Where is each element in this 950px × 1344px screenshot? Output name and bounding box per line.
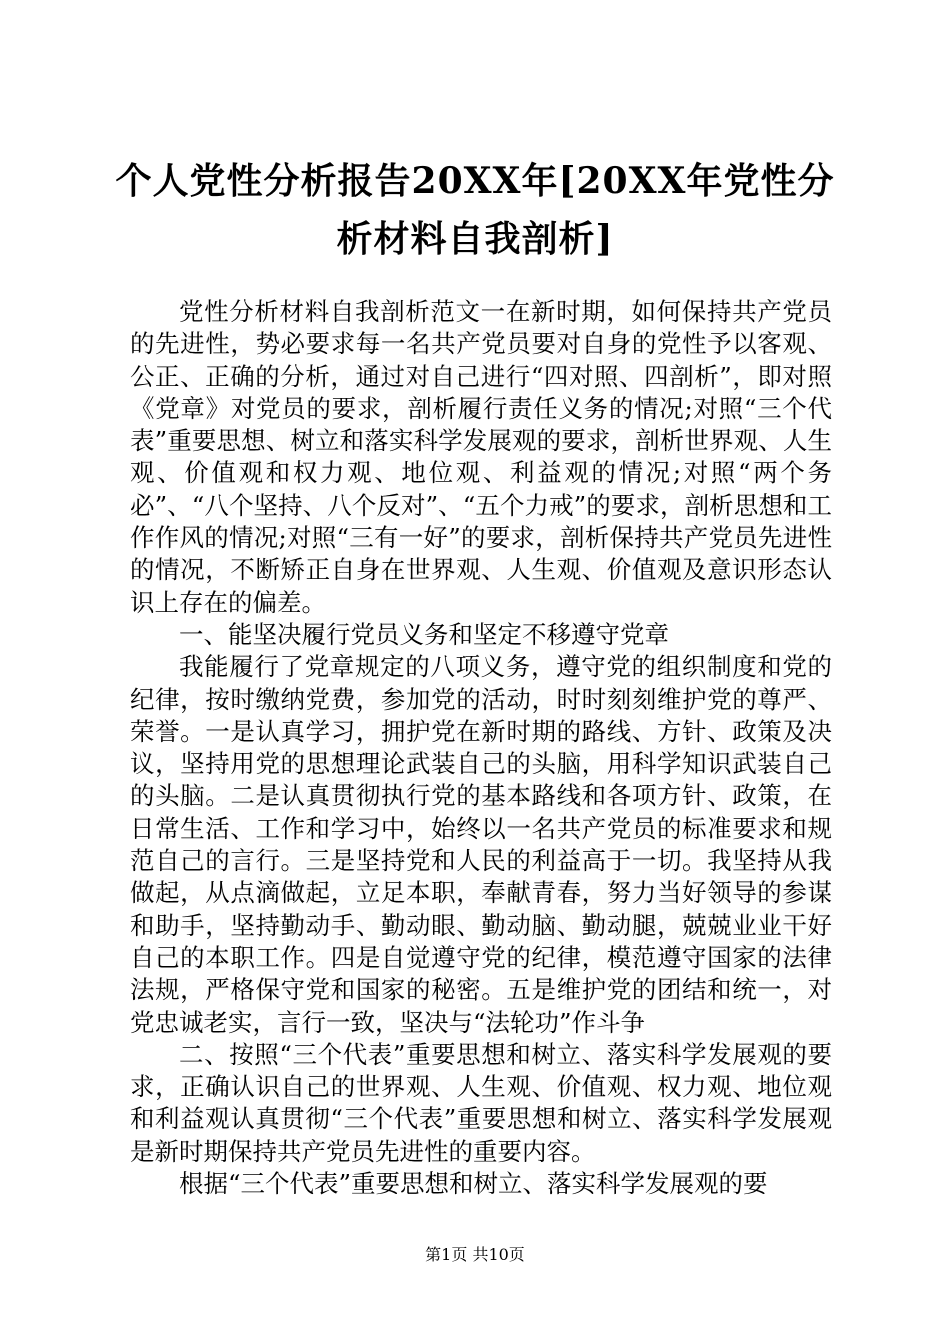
paragraph-section-2: 根据“三个代表”重要思想和树立、落实科学发展观的要: [179, 1169, 768, 1199]
document-body: [130, 296, 832, 1200]
document-title: 个人党性分析报告20XX年[20XX年党性分析材料自我剖析]: [115, 160, 835, 260]
section-heading-1: 一、能坚决履行党员义务和坚定不移遵守党章: [179, 619, 669, 649]
paragraph-section-1: 我能履行了党章规定的八项义务，遵守党的组织制度和党的纪律，按时缴纳党费，参加党的活动，时时刻刻维护党的尊严、荣誉。一是认真学习，拥护党在新时期的路线、方针、政策及决议，坚持用党的思想理论武装自己的头脑，用科学知识武装自己的头脑。二是认真贯彻执行党的基本路线和各项方针、政策，在日常生活、工作和学习中，始终以一名共产党员的标准要求和规范自己的言行。三是坚持党和人民的利益高于一切。我坚持从我做起，从点滴做起，立足本职，奉献青春，努力当好领导的参谋和助手，坚持勤动手、勤动眼、勤动脑、勤动腿，兢兢业业干好自己的本职工作。四是自觉遵守党的纪律，模范遵守国家的法律法规，严格保守党和国家的秘密。五是维护党的团结和统一，对党忠诚老实，言行一致，坚决与“法轮功”作斗争: [130, 652, 832, 1037]
page-number-footer: 第1页 共10页: [425, 1245, 525, 1264]
paragraph-intro: 党性分析材料自我剖析范文一在新时期，如何保持共产党员的先进性，势必要求每一名共产党员要对自身的党性予以客观、公正、正确的分析，通过对自己进行“四对照、四剖析”，即对照《党章》对党员的要求，剖析履行责任义务的情况;对照“三个代表”重要思想、树立和落实科学发展观的要求，剖析世界观、人生观、价值观和权力观、地位观、利益观的情况;对照“两个务必”、“八个坚持、八个反对”、“五个力戒”的要求，剖析思想和工作作风的情况;对照“三有一好”的要求，剖析保持共产党员先进性的情况，不断矫正自身在世界观、人生观、价值观及意识形态认识上存在的偏差。: [130, 297, 832, 617]
section-heading-2: 二、按照“三个代表”重要思想和树立、落实科学发展观的要求，正确认识自己的世界观、人生观、价值观、权力观、地位观和利益观认真贯彻“三个代表”重要思想和树立、落实科学发展观是新时期保持共产党员先进性的重要内容。: [130, 1039, 832, 1166]
